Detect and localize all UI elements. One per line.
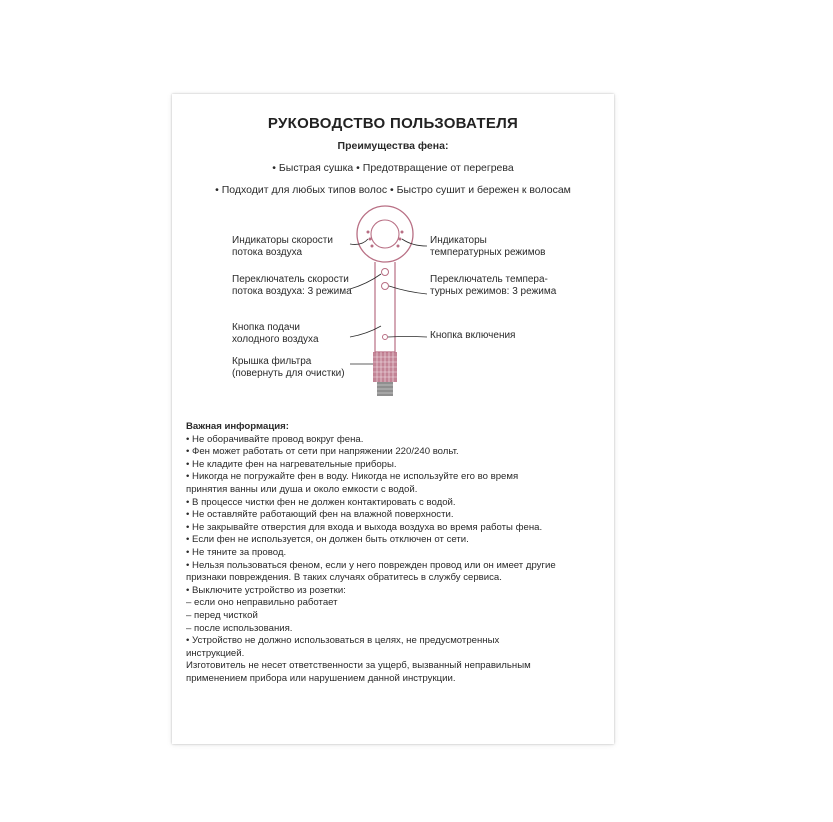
info-line: • Нельзя пользоваться феном, если у него поврежден провод или он имеет другие	[186, 559, 556, 571]
info-line: • Никогда не погружайте фен в воду. Никогда не используйте его во время	[186, 471, 519, 483]
info-line: • Если фен не используется, он должен быть отключен от сети.	[186, 534, 469, 546]
info-line: • Не оборачивайте провод вокруг фена.	[186, 433, 364, 445]
info-line: • Не кладите фен на нагревательные приборы.	[186, 458, 397, 470]
label-power-button: Кнопка включения	[430, 330, 516, 341]
label-speed-indicators: Индикаторы скорости потока воздуха	[232, 235, 333, 258]
info-line: • Не оставляйте работающий фен на влажной поверхности.	[186, 509, 454, 521]
power-button-icon	[383, 335, 388, 340]
info-line: • Не закрывайте отверстия для входа и выхода воздуха во время работы фена.	[186, 521, 543, 533]
info-line: принятия ванны или душа и около емкости с водой.	[186, 483, 418, 495]
info-line: применением прибора или нарушением данной инструкции.	[186, 672, 456, 684]
callout-power-button	[388, 337, 427, 338]
dryer-head-inner	[371, 220, 399, 248]
benefits-line-1: • Быстрая сушка • Предотвращение от перегрева	[272, 162, 514, 174]
label-temp-indicators: Индикаторы температурных режимов	[430, 235, 546, 258]
info-line: • Не тяните за провод.	[186, 546, 287, 558]
benefits-heading: Преимущества фена:	[337, 140, 449, 152]
label-temp-switch: Переключатель темпера- турных режимов: 3 режима	[430, 274, 557, 297]
info-line: Изготовитель не несет ответственности за ущерб, вызванный неправильным	[186, 660, 531, 672]
instruction-sheet	[172, 94, 614, 744]
label-filter-cover: Крышка фильтра (повернуть для очистки)	[232, 356, 345, 379]
manual-title: РУКОВОДСТВО ПОЛЬЗОВАТЕЛЯ	[267, 115, 519, 132]
label-speed-switch: Переключатель скорости потока воздуха: 3 режима	[232, 274, 352, 297]
info-line: – после использования.	[186, 622, 293, 634]
info-line: – если оно неправильно работает	[186, 597, 338, 609]
temp-switch-icon	[382, 283, 389, 290]
dryer-head-outer	[357, 206, 413, 262]
callout-temp-indicators	[402, 239, 427, 246]
callout-cold-button	[350, 326, 381, 337]
info-line: – перед чисткой	[186, 609, 258, 621]
info-line: • Устройство не должно использоваться в целях, не предусмотренных	[186, 635, 500, 647]
callout-speed-switch	[350, 274, 381, 289]
info-line: признаки повреждения. В таких случаях обратитесь в службу сервиса.	[186, 572, 502, 584]
speed-switch-icon	[382, 269, 389, 276]
important-info-section	[186, 421, 606, 685]
info-line: • Выключите устройство из розетки:	[186, 584, 346, 596]
info-line: • В процессе чистки фен не должен контактировать с водой.	[186, 496, 456, 508]
info-line: инструкцией.	[186, 647, 245, 659]
label-cold-button: Кнопка подачи холодного воздуха	[232, 322, 319, 345]
important-heading: Важная информация:	[186, 421, 289, 432]
benefits-line-2: • Подходит для любых типов волос • Быстро сушит и бережен к волосам	[215, 184, 571, 196]
info-line: • Фен может работать от сети при напряжении 220/240 вольт.	[186, 446, 459, 458]
